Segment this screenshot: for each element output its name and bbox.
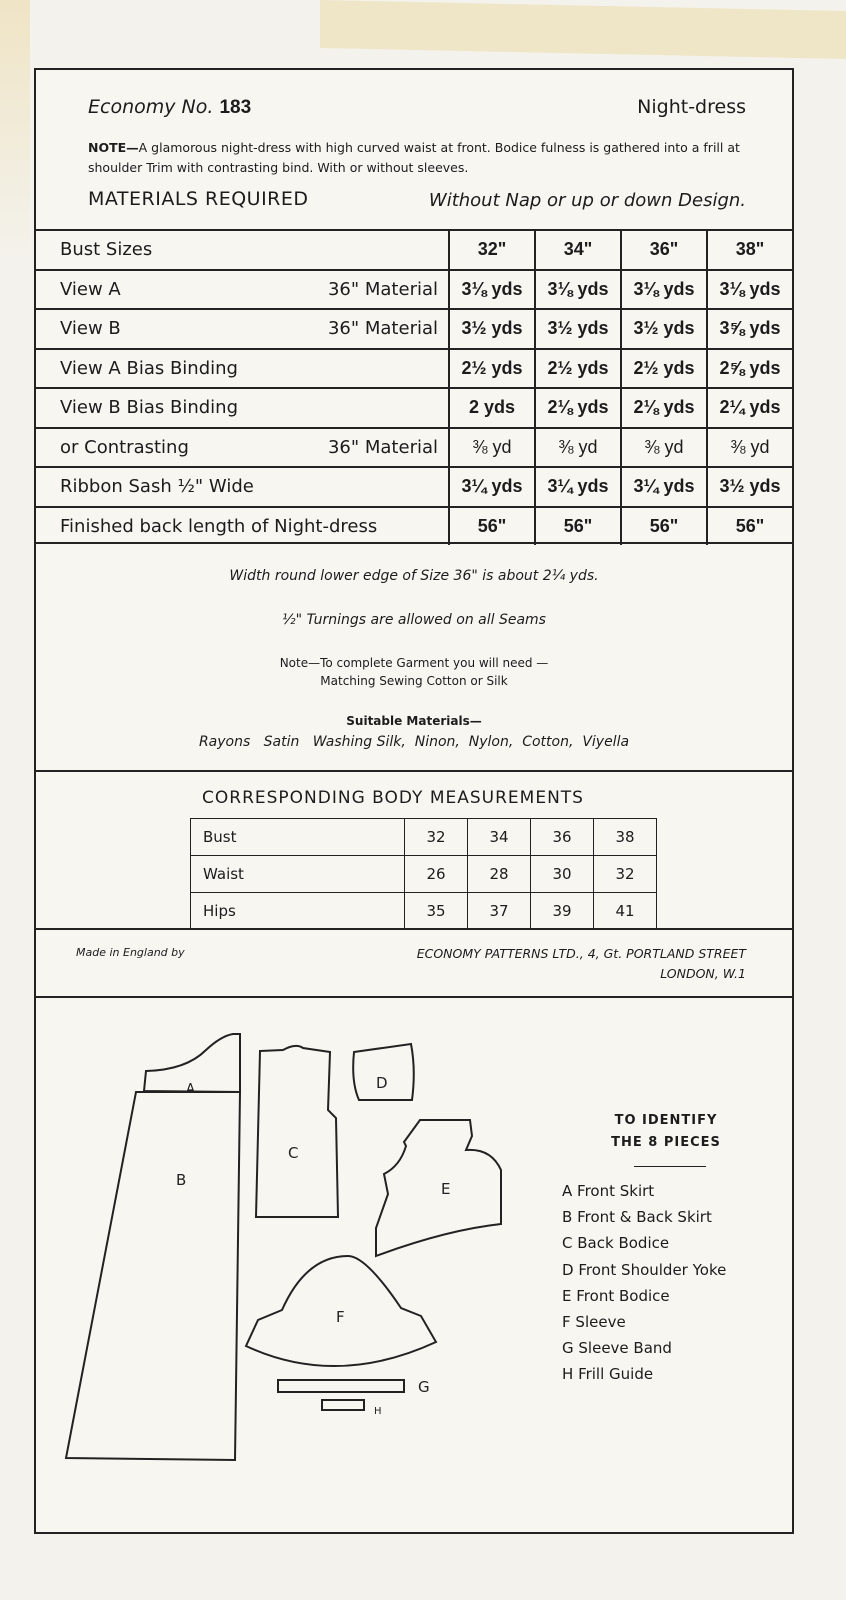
list-item: A Front Skirt [562,1182,655,1200]
turnings-note: ½" Turnings are allowed on all Seams [282,612,546,628]
cell: 2½ yds [535,349,621,389]
cell: 56" [621,507,707,546]
cell: 35 [405,893,468,930]
piece-label-f: F [336,1308,345,1326]
cell: 3⅛ yds [449,270,535,310]
piece-a-front-skirt [144,1034,240,1097]
size-header: 32" [449,230,535,270]
size-header: 38" [707,230,792,270]
cell: 3¼ yds [449,467,535,507]
piece-f-sleeve [246,1256,436,1366]
row-label: Finished back length of Night-dress [60,515,378,537]
row-label: View A Bias Binding [60,357,238,379]
row-spec: 36" Material [327,278,438,300]
width-note: Width round lower edge of Size 36" is about 2¼ yds. [229,568,599,584]
suitable-heading: Suitable Materials— [346,714,482,728]
cell: 3½ yds [535,309,621,349]
paper-stain-left [0,0,30,260]
row-label: View B [60,318,121,340]
cell: ⅜ yd [621,428,707,468]
address-line-1: ECONOMY PATTERNS LTD., 4, Gt. PORTLAND STREET [416,946,746,961]
note-label: NOTE— [88,140,139,155]
cell: 3⅝ yds [707,309,792,349]
brand: Economy No. [88,96,214,118]
cell: 39 [531,893,594,930]
pattern-envelope-back [34,68,794,1534]
piece-e-front-bodice [376,1120,501,1256]
piece-label-h: H [374,1406,382,1417]
cell: 3½ yds [707,467,792,507]
cell: 2⅛ yds [535,388,621,428]
list-item: H Frill Guide [562,1365,654,1384]
cell: 56" [535,507,621,546]
piece-d-front-shoulder-yoke [353,1044,414,1100]
cell: 26 [405,856,468,893]
materials-heading: MATERIALS REQUIRED [88,188,309,210]
made-in: Made in England by [76,946,185,959]
cell: 3⅛ yds [621,270,707,310]
list-item: F Sleeve [562,1313,626,1332]
cell: 36 [531,819,594,856]
divider [634,1166,706,1167]
row-spec: 36" Material [327,318,438,340]
cell: 2⅛ yds [621,388,707,428]
row-label: View B Bias Binding [60,397,239,419]
cell: 37 [468,893,531,930]
list-item: G Sleeve Band [562,1339,672,1358]
size-header: 36" [621,230,707,270]
complete-note-1: Note—To complete Garment you will need — [279,656,549,670]
piece-h-frill-guide [322,1400,382,1417]
pieces-heading-line-2: THE 8 PIECES [611,1135,721,1150]
cell: 32 [594,856,657,893]
piece-label-b: B [176,1171,187,1189]
row-label: Hips [191,893,405,930]
cell: 3½ yds [449,309,535,349]
piece-label-a: A [186,1082,195,1097]
cell: 41 [594,893,657,930]
row-spec: 36" Material [327,436,438,458]
row-label: Ribbon Sash ½" Wide [60,476,254,498]
materials-subheading: Without Nap or up or down Design. [428,190,746,211]
cell: ⅜ yd [449,428,535,468]
pattern-number: 183 [219,97,252,118]
cell: 2¼ yds [707,388,792,428]
list-item: B Front & Back Skirt [562,1208,712,1227]
row-label: Waist [191,856,405,893]
cell: 3¼ yds [535,467,621,507]
piece-label-e: E [441,1180,451,1198]
list-item: D Front Shoulder Yoke [562,1260,727,1279]
cell: ⅜ yd [535,428,621,468]
list-item: C Back Bodice [562,1234,670,1253]
pieces-heading [576,1110,756,1154]
cell: 38 [594,819,657,856]
row-label: or Contrasting [60,436,189,458]
pieces-list [562,1178,726,1388]
piece-label-d: D [376,1074,388,1092]
row-label: View A [60,278,121,300]
row-label: Bust [191,819,405,856]
cell: 3⅛ yds [535,270,621,310]
piece-label-c: C [288,1144,299,1162]
cell: ⅜ yd [707,428,792,468]
cell: 2½ yds [621,349,707,389]
cell: 2½ yds [449,349,535,389]
cell: 3¼ yds [621,467,707,507]
cell: 32 [405,819,468,856]
size-label: Bust Sizes [36,230,449,270]
cell: 2 yds [449,388,535,428]
piece-b-front-back-skirt [66,1092,240,1460]
pieces-heading-line-1: TO IDENTIFY [614,1113,718,1128]
garment-type: Night-dress [637,96,746,118]
cell: 30 [531,856,594,893]
complete-note-2: Matching Sewing Cotton or Silk [320,674,508,688]
piece-c-back-bodice [256,1046,338,1217]
cell: 3½ yds [621,309,707,349]
cell: 34 [468,819,531,856]
cell: 28 [468,856,531,893]
cell: 3⅛ yds [707,270,792,310]
suitable-list: Rayons Satin Washing Silk, Ninon, Nylon, Cotton, Viyella [198,734,630,750]
piece-g-sleeve-band [278,1378,430,1396]
piece-label-g: G [418,1378,430,1396]
cell: 56" [449,507,535,546]
note-text: A glamorous night-dress with high curved waist at front. Bodice fulness is gathered into a frill at shoulder Trim with contrasting bind. With or without sleeves. [88,140,740,175]
size-header: 34" [535,230,621,270]
list-item: E Front Bodice [562,1286,670,1305]
body-measurements-title: CORRESPONDING BODY MEASUREMENTS [202,788,584,808]
cell: 56" [707,507,792,546]
cell: 2⅝ yds [707,349,792,389]
paper-stain [320,0,846,59]
address-line-2: LONDON, W.1 [660,966,746,981]
